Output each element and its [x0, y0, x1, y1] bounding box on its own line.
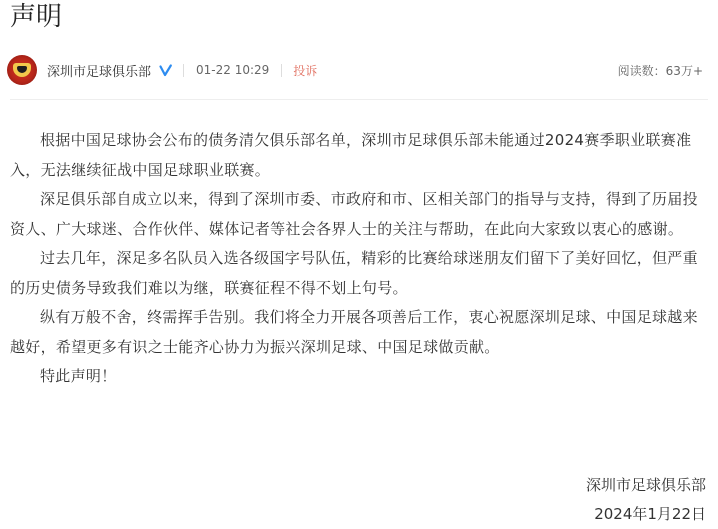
read-count-label: 阅读数：	[617, 63, 666, 78]
article-paragraph: 根据中国足球协会公布的债务清欠俱乐部名单，深圳市足球俱乐部未能通过2024赛季职业联赛准入，无法继续征战中国足球职业联赛。	[10, 131, 692, 179]
author-name[interactable]: 深圳市足球俱乐部	[47, 64, 152, 80]
avatar[interactable]	[7, 55, 37, 85]
publish-datetime: 01-22 10:29	[196, 63, 270, 77]
author-meta-bar	[7, 53, 711, 87]
header-divider	[10, 99, 708, 100]
report-link[interactable]: 投诉	[293, 63, 318, 78]
meta-separator	[183, 64, 184, 77]
meta-separator	[281, 64, 282, 77]
page-title: 声明	[10, 2, 63, 32]
article-body	[10, 126, 710, 392]
article-paragraph: 纵有万般不舍，终需挥手告别。我们将全力开展各项善后工作，衷心祝愿深圳足球、中国足球越来越好，希望更多有识之士能齐心协力为振兴深圳足球、中国足球做贡献。	[10, 308, 698, 356]
read-count-value: 63万+	[665, 63, 703, 78]
signature-date: 2024年1月22日	[594, 505, 706, 523]
article-paragraph: 特此声明！	[40, 367, 117, 385]
article-paragraph: 深足俱乐部自成立以来，得到了深圳市委、市政府和市、区相关部门的指导与支持，得到了历届投资人、广大球迷、合作伙伴、媒体记者等社会各界人士的关注与帮助，在此向大家致以衷心的感谢。	[10, 190, 698, 238]
article-paragraph: 过去几年，深足多名队员入选各级国字号队伍，精彩的比赛给球迷朋友们留下了美好回忆，但严重的历史债务导致我们难以为继，联赛征程不得不划上句号。	[10, 249, 698, 297]
verified-badge-icon	[158, 63, 173, 78]
read-count	[618, 62, 711, 79]
signature-organization: 深圳市足球俱乐部	[585, 476, 706, 494]
